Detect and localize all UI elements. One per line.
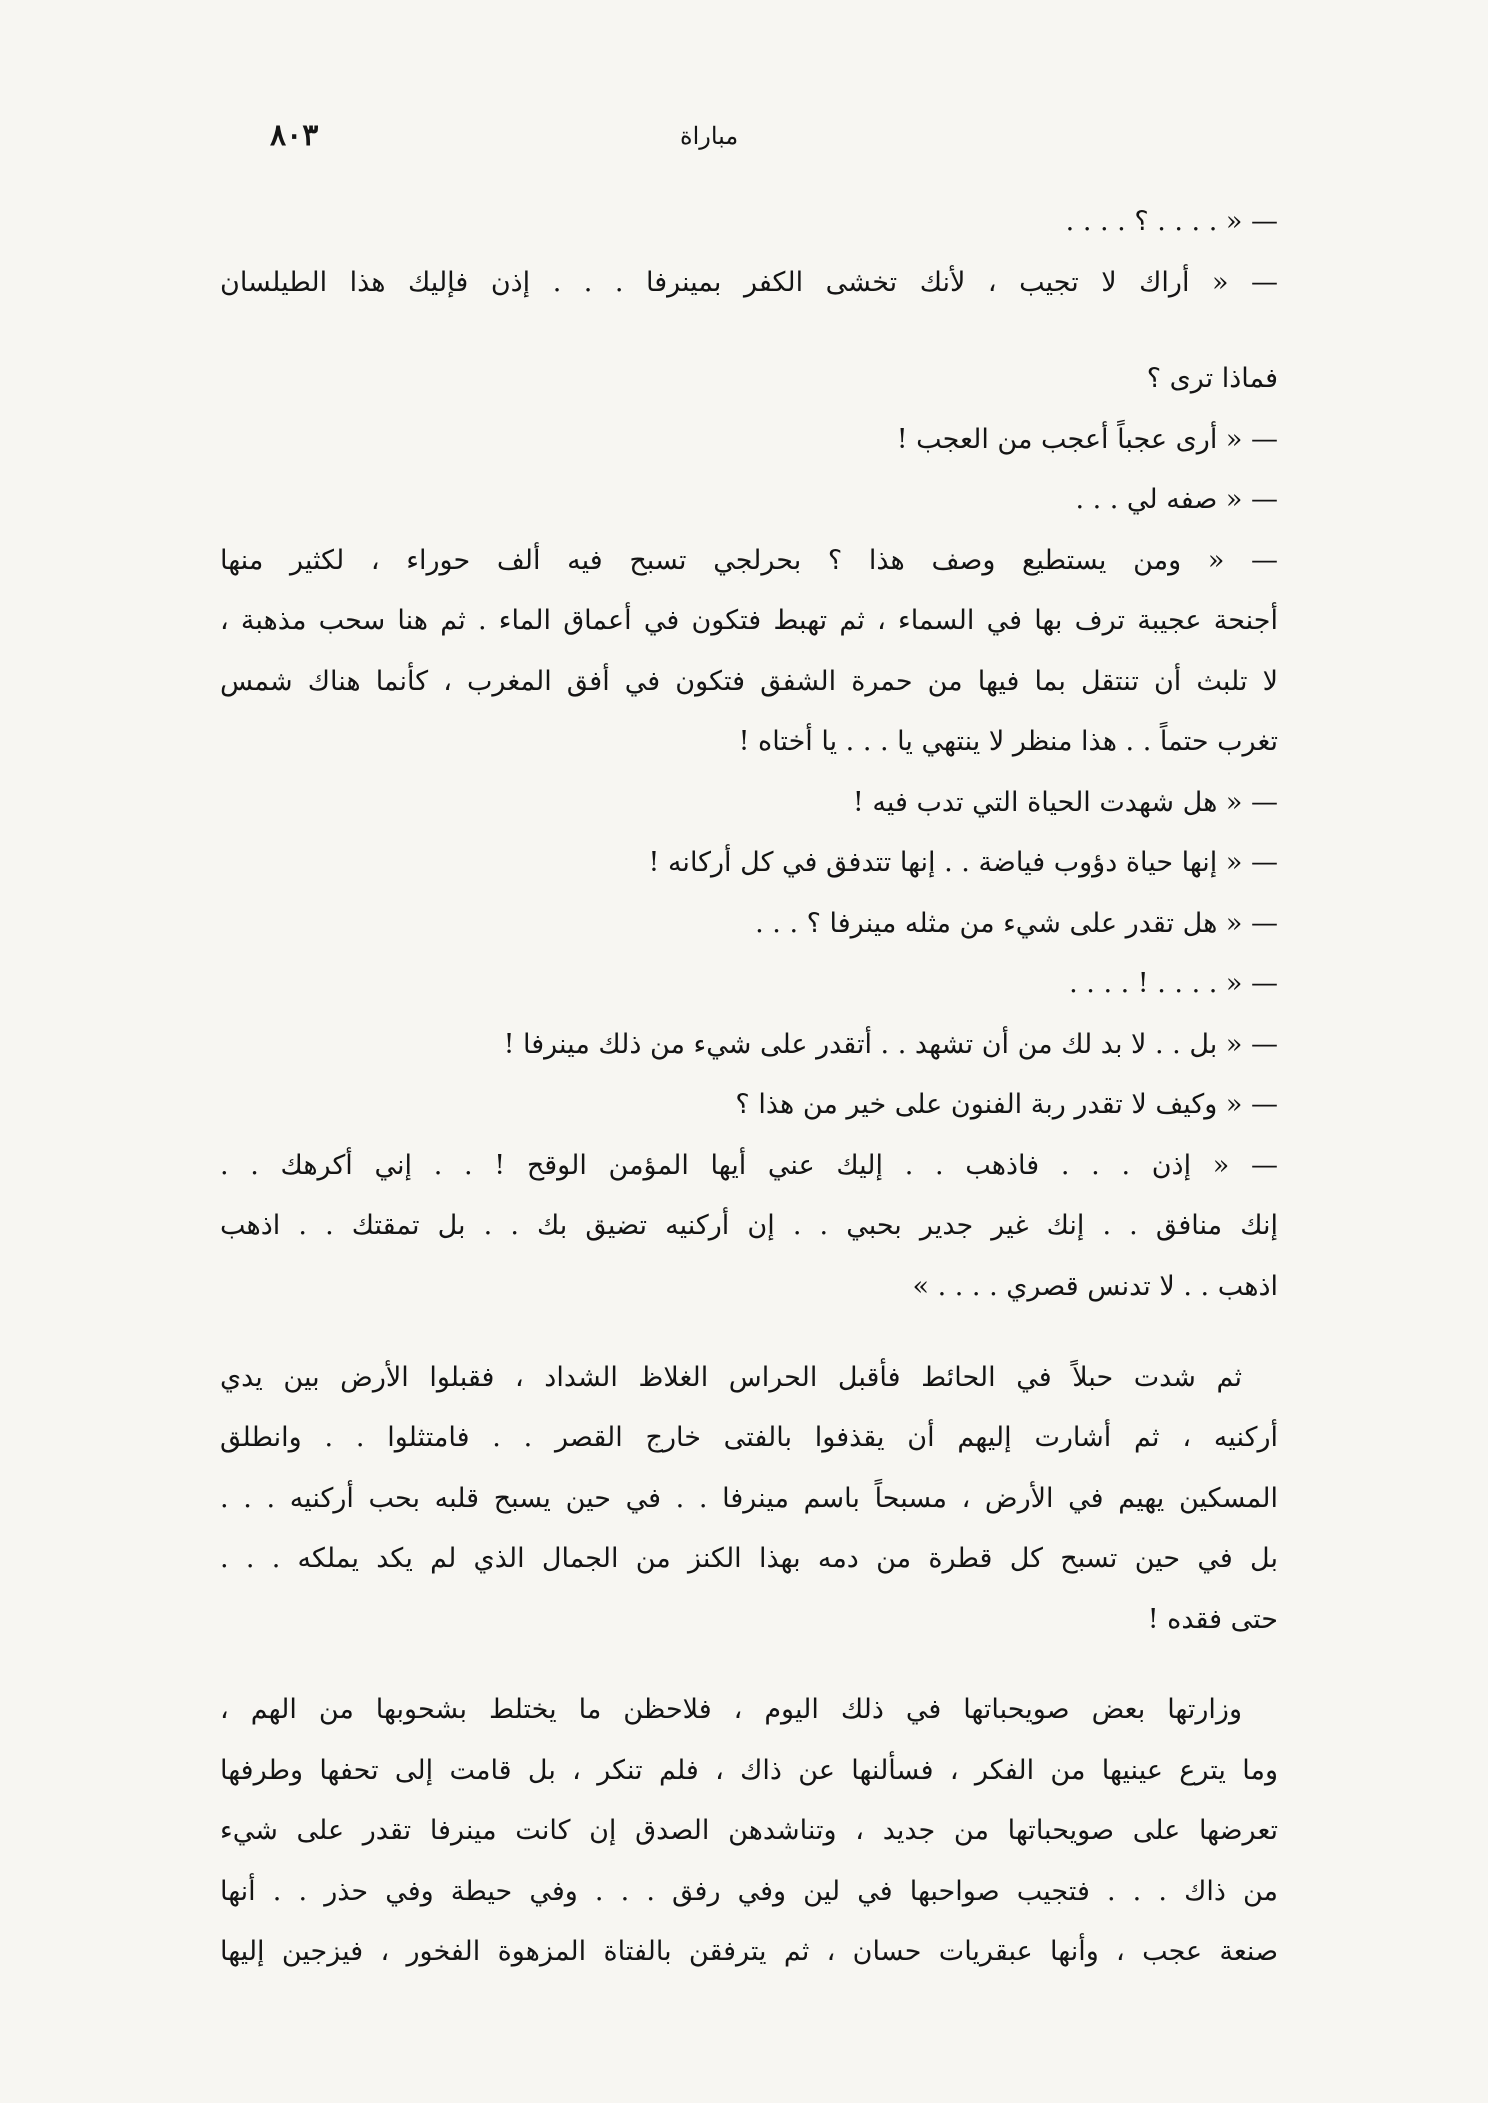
paragraph-gap bbox=[220, 1317, 1278, 1347]
page-number: ٨٠٣ bbox=[270, 118, 319, 153]
paragraph-gap bbox=[220, 313, 1278, 349]
text-line: المسكين يهيم في الأرض ، مسبحاً باسم مينرفا . . في حين يسبح قلبه بحب أركنيه . . . bbox=[220, 1482, 1278, 1514]
text-line: إنك منافق . . إنك غير جدير بحبي . . إن أركنيه تضيق بك . . بل تمقتك . . اذهب bbox=[220, 1210, 1278, 1242]
text-line: أجنحة عجيبة ترف بها في السماء ، ثم تهبط فتكون في أعماق الماء . ثم هنا سحب مذهبة ، bbox=[220, 605, 1278, 637]
page-header bbox=[0, 118, 1488, 158]
text-line: — « بل . . لا بد لك من أن تشهد . . أتقدر على شيء من ذلك مينرفا ! bbox=[503, 1028, 1278, 1060]
text-line: — « أراك لا تجيب ، لأنك تخشى الكفر بمينرفا . . . إذن فإليك هذا الطيلسان bbox=[220, 266, 1278, 298]
text-line: من ذاك . . . فتجيب صواحبها في لين وفي رفق . . . وفي حيطة وفي حذر . . أنها bbox=[220, 1875, 1278, 1907]
text-line: — « إذن . . . فاذهب . . إليك عني أيها المؤمن الوقح ! . . إني أكرهك . . bbox=[220, 1149, 1278, 1181]
text-line: — « . . . . ؟ . . . . bbox=[1065, 206, 1278, 237]
text-line: — « صفه لي . . . bbox=[1075, 484, 1278, 516]
text-line: — « وكيف لا تقدر ربة الفنون على خير من هذا ؟ bbox=[735, 1089, 1278, 1121]
text-line: وزارتها بعض صويحباتها في ذلك اليوم ، فلاحظن ما يختلط بشحوبها من الهم ، bbox=[220, 1694, 1242, 1726]
text-line: أركنيه ، ثم أشارت إليهم أن يقذفوا بالفتى خارج القصر . . فامتثلوا . . وانطلق bbox=[220, 1422, 1278, 1454]
text-line: — « إنها حياة دؤوب فياضة . . إنها تتدفق في كل أركانه ! bbox=[648, 847, 1278, 879]
paragraph-gap bbox=[220, 1650, 1278, 1680]
running-title: مباراة bbox=[680, 122, 739, 150]
page-body-text bbox=[220, 192, 1278, 1983]
text-line: — « أرى عجباً أعجب من العجب ! bbox=[896, 423, 1278, 455]
text-line: — « هل تقدر على شيء من مثله مينرفا ؟ . . . bbox=[755, 907, 1278, 939]
text-line: وما يترع عينيها من الفكر ، فسألنها عن ذاك ، فلم تنكر ، بل قامت إلى تحفها وطرفها bbox=[220, 1754, 1278, 1786]
text-line: اذهب . . لا تدنس قصري . . . . » bbox=[912, 1270, 1278, 1302]
text-line: حتى فقده ! bbox=[1147, 1603, 1278, 1635]
text-line: ثم شدت حبلاً في الحائط فأقبل الحراس الغلاظ الشداد ، فقبلوا الأرض بين يدي bbox=[220, 1361, 1242, 1393]
text-line: فماذا ترى ؟ bbox=[1146, 363, 1278, 395]
text-line: لا تلبث أن تنتقل بما فيها من حمرة الشفق فتكون في أفق المغرب ، كأنما هناك شمس bbox=[220, 665, 1278, 697]
text-line: تغرب حتماً . . هذا منظر لا ينتهي يا . . . يا أختاه ! bbox=[738, 726, 1278, 758]
text-line: — « . . . . ! . . . . bbox=[1069, 968, 1278, 1000]
text-line: تعرضها على صويحباتها من جديد ، وتناشدهن الصدق إن كانت مينرفا تقدر على شيء bbox=[220, 1815, 1278, 1847]
text-line: — « هل شهدت الحياة التي تدب فيه ! bbox=[852, 786, 1278, 818]
text-line: — « ومن يستطيع وصف هذا ؟ بحرلجي تسبح فيه ألف حوراء ، لكثير منها bbox=[220, 544, 1278, 576]
text-line: صنعة عجب ، وأنها عبقريات حسان ، ثم يترفقن بالفتاة المزهوة الفخور ، فيزجين إليها bbox=[220, 1936, 1278, 1968]
text-line: بل في حين تسبح كل قطرة من دمه بهذا الكنز من الجمال الذي لم يكد يملكه . . . bbox=[220, 1543, 1278, 1575]
